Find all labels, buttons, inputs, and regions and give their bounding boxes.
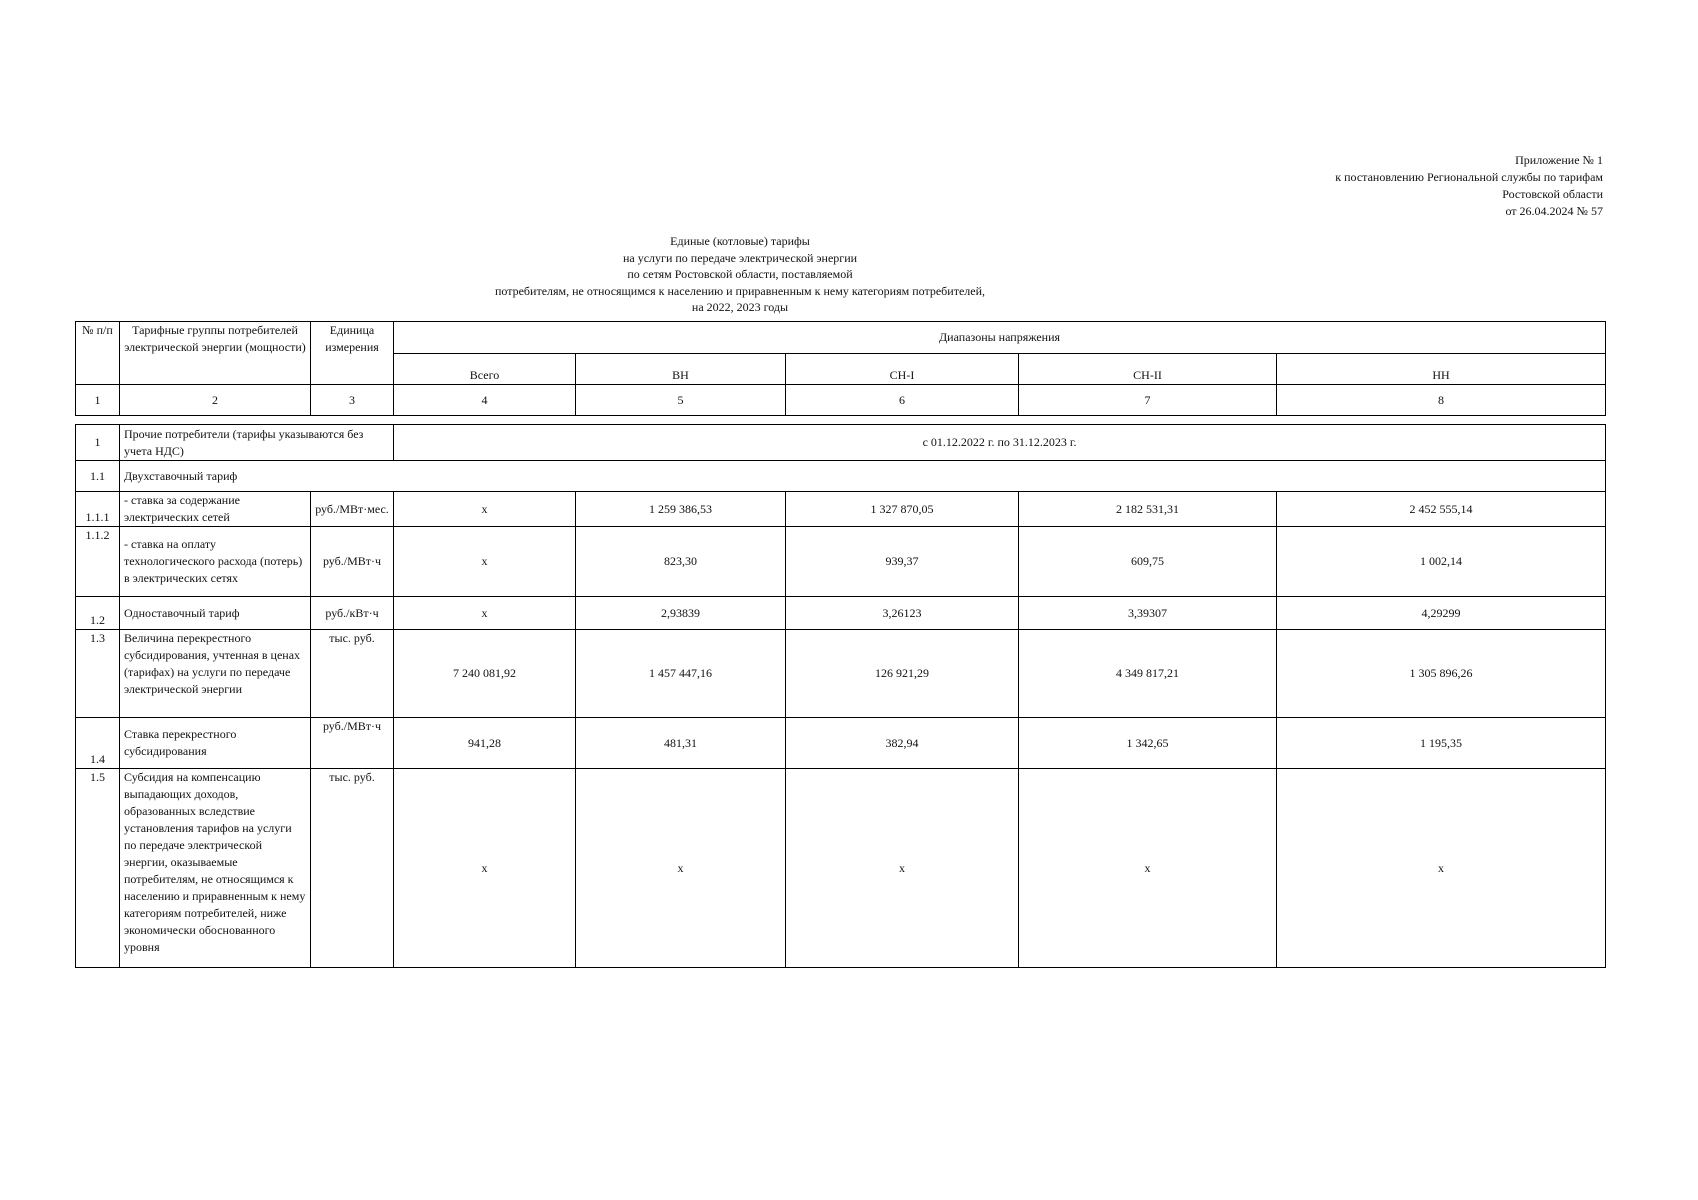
col-number: 6 (786, 385, 1019, 416)
table-row (76, 718, 1606, 769)
row-vn: х (576, 769, 786, 968)
row-sn1: 382,94 (786, 718, 1019, 769)
table-row (76, 769, 1606, 968)
title-line-2: на услуги по передаче электрической энергии (622, 250, 858, 265)
row-vn: 1 457 447,16 (576, 630, 786, 718)
row-total: 7 240 081,92 (394, 630, 576, 718)
row-vn: 1 259 386,53 (576, 492, 786, 527)
row-total: х (394, 527, 576, 597)
row-total: х (394, 492, 576, 527)
row-nn: 4,29299 (1277, 597, 1606, 630)
column-number-row (76, 385, 1606, 416)
row-sn2: х (1019, 769, 1277, 968)
row-unit: тыс. руб. (311, 769, 394, 968)
row-sn1: 939,37 (786, 527, 1019, 597)
header-sn2: СН-II (1019, 354, 1277, 385)
header-num: № п/п (76, 322, 120, 385)
appendix-reference (1043, 152, 1603, 220)
row-name: Субсидия на компенсацию выпадающих доходов, образованных вследствие установления тарифов на услуги по передаче электрической энергии, оказываемые потребителям, не относящимся к населению и приравненным к нему категориям потребителей, ниже экономически обоснованного уровня (124, 770, 306, 954)
table-row (76, 527, 1606, 597)
appendix-number: Приложение № 1 (1515, 153, 1603, 167)
col-number: 7 (1019, 385, 1277, 416)
row-num: 1.1.2 (76, 527, 120, 597)
title-line-3: по сетям Ростовской области, поставляемой (627, 267, 853, 281)
col-number: 3 (311, 385, 394, 416)
row-sn2: 4 349 817,21 (1019, 630, 1277, 718)
table-row (76, 597, 1606, 630)
row-sn2: 2 182 531,31 (1019, 492, 1277, 527)
col-number: 4 (394, 385, 576, 416)
row-nn: 1 305 896,26 (1277, 630, 1606, 718)
header-total: Всего (394, 354, 576, 385)
title-line-4: потребителям, не относящимся к населению и приравненным к нему категориям потребителей, (494, 283, 986, 298)
section-period: с 01.12.2022 г. по 31.12.2023 г. (394, 425, 1606, 461)
header-sn1: СН-I (786, 354, 1019, 385)
section-num: 1 (76, 425, 120, 461)
row-num: 1.1.1 (76, 492, 120, 527)
title-line-1: Единые (котловые) тарифы (670, 234, 810, 248)
row-total: х (394, 597, 576, 630)
header-unit: Единица измерения (311, 322, 394, 385)
row-unit: руб./МВт·ч (311, 527, 394, 597)
subsection-num: 1.1 (76, 461, 120, 492)
row-sn2: 3,39307 (1019, 597, 1277, 630)
row-num: 1.3 (76, 630, 120, 718)
header-group: Тарифные группы потребителей электрической энергии (мощности) (120, 322, 311, 385)
section-row (76, 425, 1606, 461)
title-line-5: на 2022, 2023 годы (691, 300, 789, 314)
row-vn: 823,30 (576, 527, 786, 597)
row-nn: 2 452 555,14 (1277, 492, 1606, 527)
tariff-table (75, 321, 1606, 968)
col-number: 1 (76, 385, 120, 416)
row-num: 1.2 (76, 597, 120, 630)
col-number: 8 (1277, 385, 1606, 416)
appendix-date: от 26.04.2024 № 57 (1505, 204, 1603, 218)
table-row (76, 630, 1606, 718)
row-unit: руб./МВт·ч (311, 718, 394, 769)
row-total: 941,28 (394, 718, 576, 769)
document-title (360, 233, 1120, 316)
row-name: - ставка на оплату технологического расхода (потерь) в электрических сетях (120, 527, 311, 597)
row-num: 1.4 (76, 718, 120, 769)
row-total: х (394, 769, 576, 968)
header-vn: ВН (576, 354, 786, 385)
row-name: - ставка за содержание электрических сетей (120, 492, 311, 527)
subsection-row (76, 461, 1606, 492)
row-nn: 1 195,35 (1277, 718, 1606, 769)
col-number: 2 (120, 385, 311, 416)
header-row-top (76, 322, 1606, 354)
row-sn2: 609,75 (1019, 527, 1277, 597)
spacer-row (76, 416, 1606, 425)
row-sn1: 1 327 870,05 (786, 492, 1019, 527)
row-unit: руб./кВт·ч (311, 597, 394, 630)
subsection-name: Двухставочный тариф (120, 461, 1606, 492)
row-sn1: 3,26123 (786, 597, 1019, 630)
appendix-region: Ростовской области (1502, 187, 1603, 201)
table-row (76, 492, 1606, 527)
row-sn1: х (786, 769, 1019, 968)
row-unit: тыс. руб. (311, 630, 394, 718)
row-name-cell (120, 769, 311, 968)
col-number: 5 (576, 385, 786, 416)
row-name: Ставка перекрестного субсидирования (120, 718, 311, 769)
row-num: 1.5 (76, 769, 120, 968)
header-nn: НН (1277, 354, 1606, 385)
header-voltage-ranges: Диапазоны напряжения (394, 322, 1606, 354)
row-name: Величина перекрестного субсидирования, учтенная в ценах (тарифах) на услуги по передаче электрической энергии (120, 630, 311, 718)
appendix-resolution: к постановлению Региональной службы по тарифам (1335, 170, 1603, 184)
row-name: Одноставочный тариф (120, 597, 311, 630)
row-nn: х (1277, 769, 1606, 968)
row-sn2: 1 342,65 (1019, 718, 1277, 769)
row-vn: 2,93839 (576, 597, 786, 630)
section-name: Прочие потребители (тарифы указываются без учета НДС) (120, 425, 394, 461)
row-unit: руб./МВт·мес. (311, 492, 394, 527)
row-sn1: 126 921,29 (786, 630, 1019, 718)
row-nn: 1 002,14 (1277, 527, 1606, 597)
row-vn: 481,31 (576, 718, 786, 769)
